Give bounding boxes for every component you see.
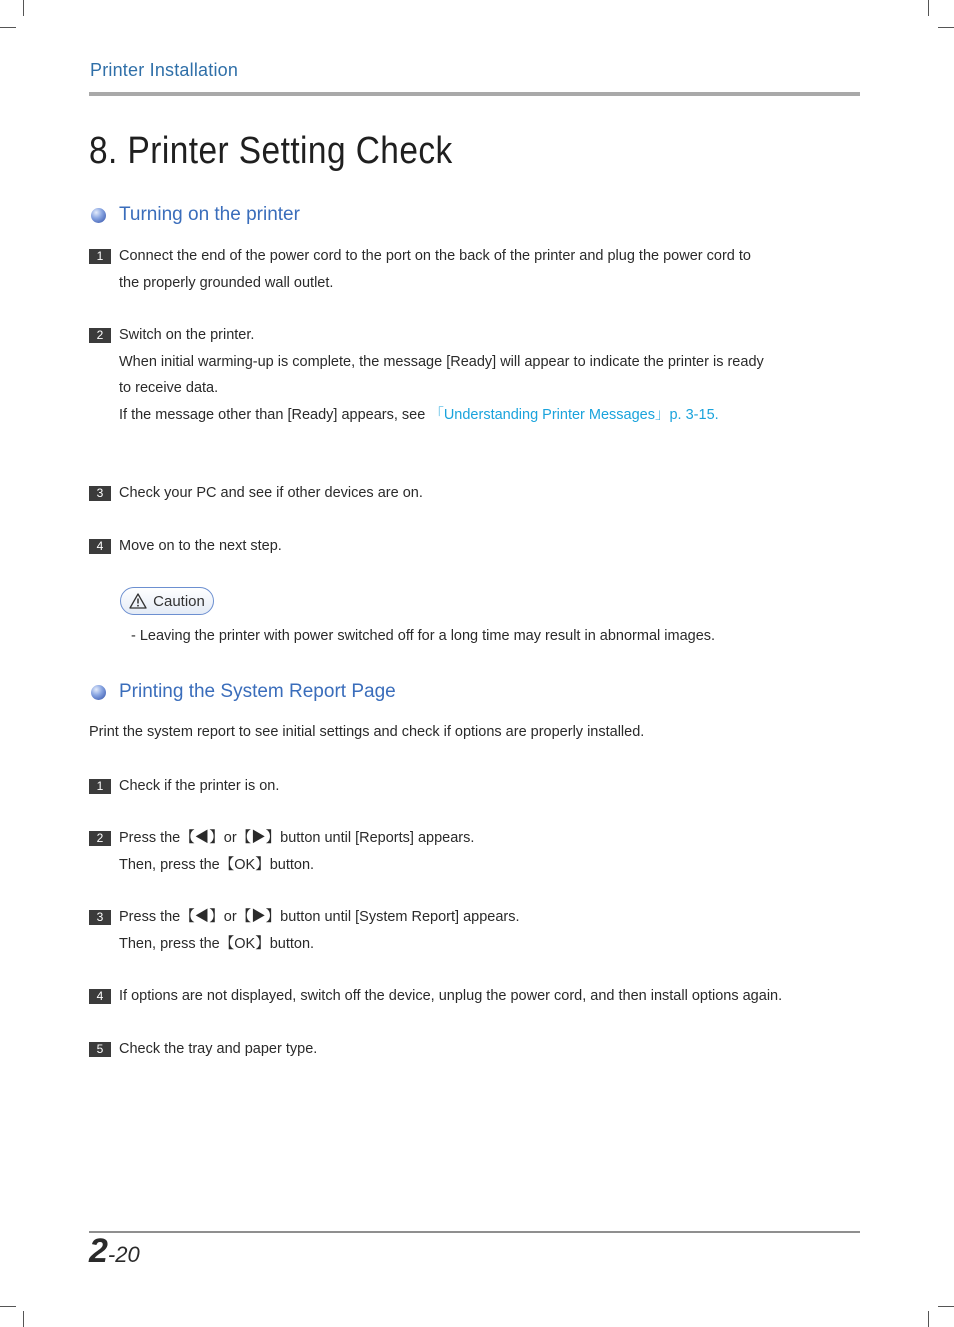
report-step-1 [89,773,279,800]
blue-bullet-icon [91,685,106,700]
step-text: to receive data. [119,380,219,396]
report-step-3 [89,904,520,957]
page-number [89,1232,140,1271]
running-header: Printer Installation [90,60,239,80]
step-text: Check your PC and see if other devices are on. [119,485,423,501]
crop-mark [23,0,24,16]
step-text: If options are not displayed, switch off the device, unplug the power cord, and then install options again. [119,988,783,1004]
warning-triangle-icon [129,593,147,609]
section-heading-text: Printing the System Report Page [119,681,396,702]
footer-rule [89,1231,860,1233]
step-text: Connect the end of the power cord to the port on the back of the printer and plug the power cord to [119,248,751,264]
step-reference [89,402,764,429]
report-step-2 [89,825,474,878]
crop-mark [23,1311,24,1327]
report-step-5 [89,1036,317,1063]
crop-mark [938,1306,954,1307]
crop-mark [0,1306,16,1307]
step-text: Check the tray and paper type. [119,1041,318,1057]
step-number-badge: 5 [89,1042,111,1057]
step-text: Press the【◀】or【▶】button until [System Report] appears. [119,909,520,925]
step-1-power-cord [89,243,751,296]
caution-label: Caution [153,592,205,610]
step-text: the properly grounded wall outlet. [119,274,334,291]
step-3-check-pc [89,480,423,507]
section-heading-turning-on [91,203,300,227]
step-text: Check if the printer is on. [119,778,280,794]
step-number-badge: 1 [89,779,111,794]
page-number-suffix: -20 [107,1242,140,1267]
caution-label-box [120,587,214,615]
step-number-badge: 3 [89,910,111,925]
blue-bullet-icon [91,208,106,223]
crop-mark [938,27,954,28]
step-text: Move on to the next step. [119,538,282,554]
section-heading-text: Turning on the printer [119,204,300,225]
step-2-switch-on [89,322,764,428]
step-number-badge: 1 [89,249,111,264]
crop-mark [928,1311,929,1327]
header-rule [89,92,860,96]
step-text: When initial warming-up is complete, the message [Ready] will appear to indicate the printer is ready [119,353,764,370]
crop-mark [928,0,929,16]
printer-messages-link[interactable]: 「Understanding Printer Messages」p. 3-15. [429,406,719,423]
step-text: Switch on the printer. [119,327,255,343]
step-number-badge: 2 [89,328,111,343]
step-4-next-step [89,533,282,560]
report-step-4 [89,983,782,1010]
caution-note: - Leaving the printer with power switched off for a long time may result in abnormal images. [131,628,716,644]
reference-prefix: If the message other than [Ready] appears, see [119,406,430,423]
step-number-badge: 4 [89,539,111,554]
step-number-badge: 4 [89,989,111,1004]
crop-mark [0,27,16,28]
step-number-badge: 2 [89,831,111,846]
step-text: Then, press the【OK】button. [119,856,315,873]
section-heading-system-report [91,680,396,704]
chapter-number: 2 [89,1232,108,1270]
section-intro: Print the system report to see initial settings and check if options are properly installed. [89,724,645,740]
step-text: Then, press the【OK】button. [119,935,315,952]
step-text: Press the【◀】or【▶】button until [Reports] appears. [119,830,475,846]
step-number-badge: 3 [89,486,111,501]
page-title: 8. Printer Setting Check [89,130,453,172]
